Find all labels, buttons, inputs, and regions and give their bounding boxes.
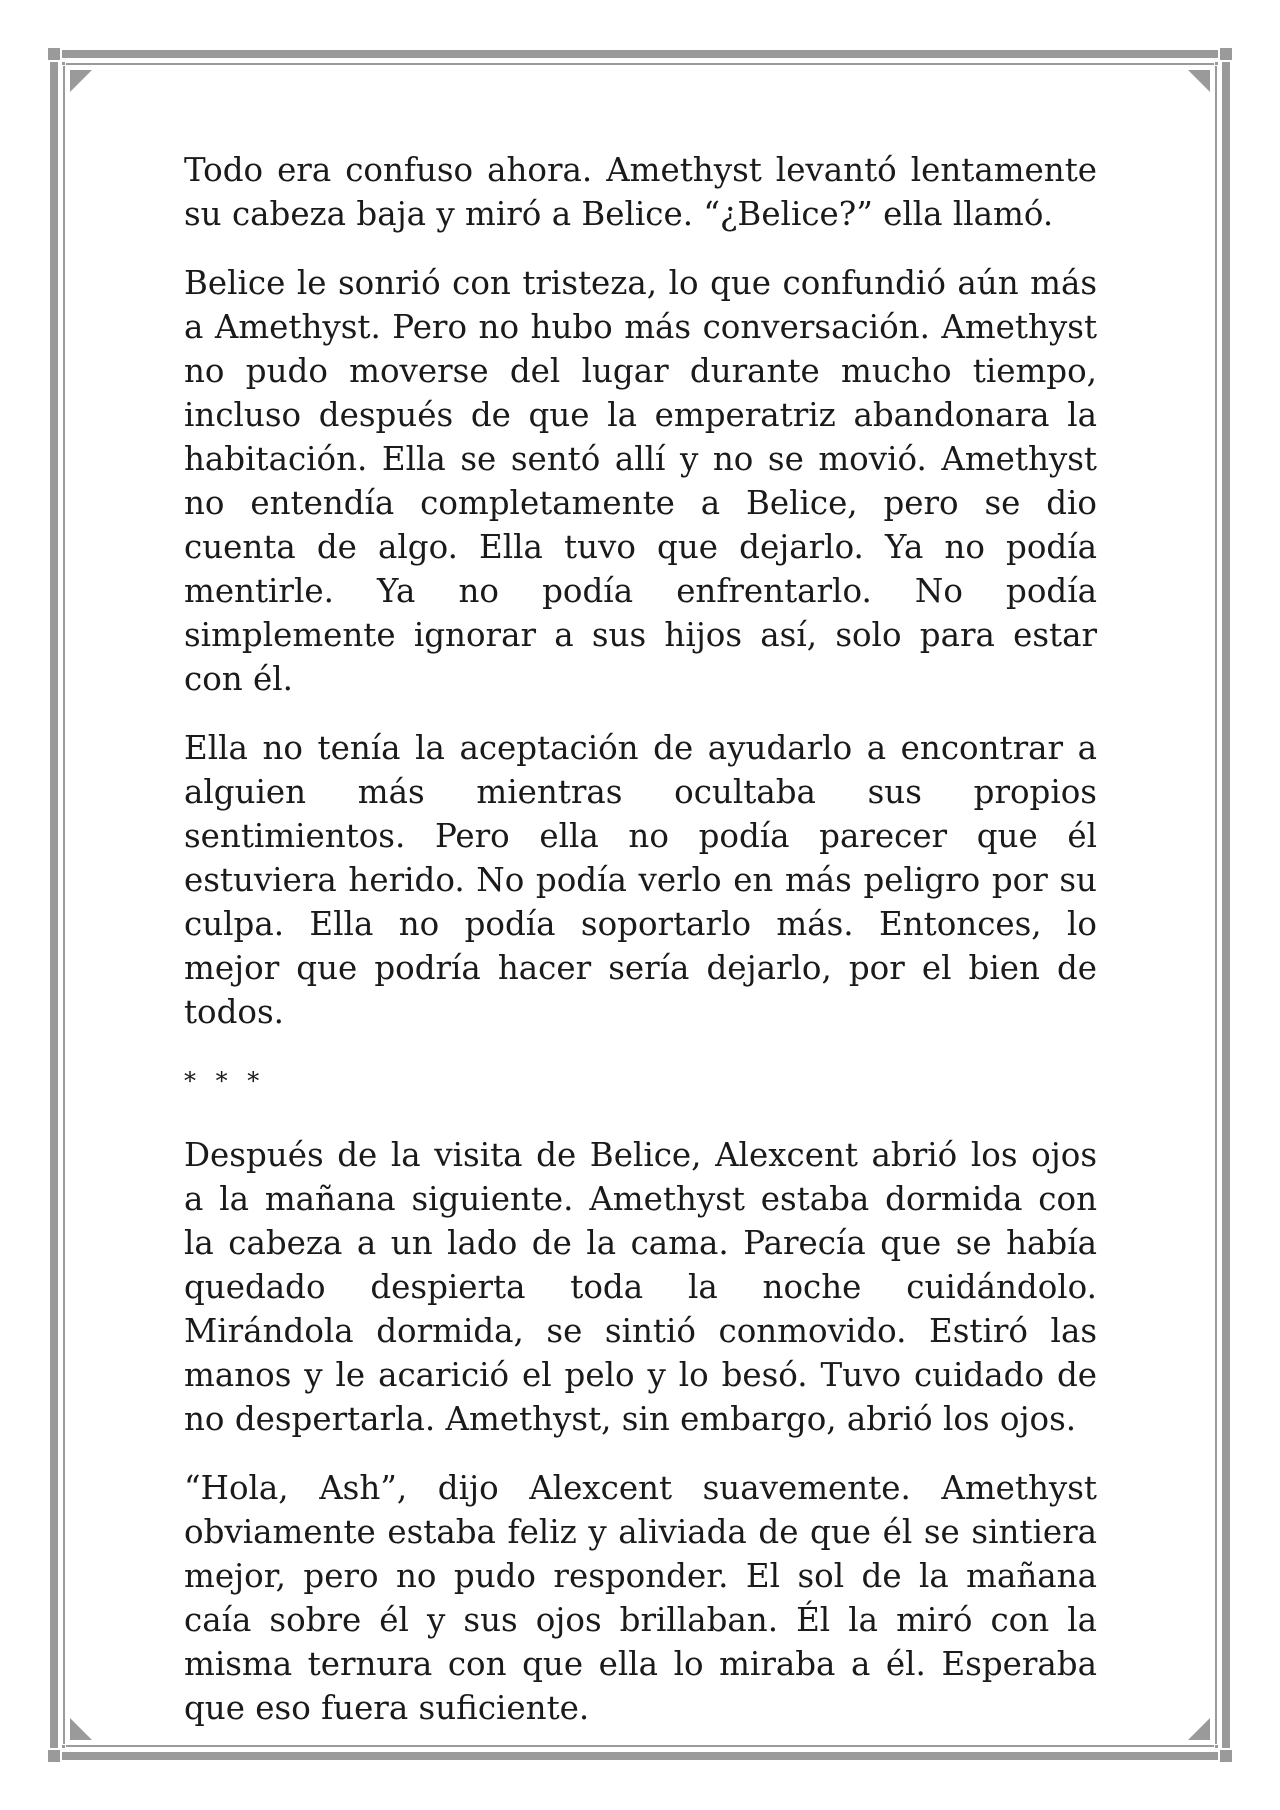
paragraph: “Hola, Ash”, dijo Alexcent suavemente. Amethyst obviamente estaba feliz y aliviada de que él se sintiera mejor, pero no pudo responder. El sol de la mañana caía sobre él y sus ojos brillaban. Él la miró con la misma ternura con que ella lo miraba a él. Esperaba que eso fuera suficiente. (184, 1469, 1097, 1727)
border-top-bar (62, 50, 1218, 58)
corner-triangle-icon (1188, 70, 1210, 92)
border-right-bar (1222, 62, 1230, 1748)
document-body (184, 148, 1097, 1755)
corner-triangle-icon (1188, 1718, 1210, 1740)
paragraph: Después de la visita de Belice, Alexcent abrió los ojos a la mañana siguiente. Amethyst estaba dormida con la cabeza a un lado de la cama. Parecía que se había quedado despierta toda la noche cuidándolo. Mirándola dormida, se sintió conmovido. Estiró las manos y le acarició el pelo y lo besó. Tuvo cuidado de no despertarla. Amethyst, sin embargo, abrió los ojos. (184, 1136, 1097, 1438)
paragraph: Ella no tenía la aceptación de ayudarlo a encontrar a alguien más mientras ocultaba sus propios sentimientos. Pero ella no podía parecer que él estuviera herido. No podía verlo en más peligro por su culpa. Ella no podía soportarlo más. Entonces, lo mejor que podría hacer sería dejarlo, por el bien de todos. (184, 729, 1097, 1031)
section-separator: * * * (184, 1067, 266, 1095)
paragraph: Todo era confuso ahora. Amethyst levantó lentamente su cabeza baja y miró a Belice. “¿Belice?” ella llamó. (184, 151, 1097, 233)
corner-triangle-icon (70, 70, 92, 92)
border-left-bar (50, 62, 58, 1748)
paragraph: Belice le sonrió con tristeza, lo que confundió aún más a Amethyst. Pero no hubo más conversación. Amethyst no pudo moverse del lugar durante mucho tiempo, incluso después de que la emperatriz abandonara la habitación. Ella se sentó allí y no se movió. Amethyst no entendía completamente a Belice, pero se dio cuenta de algo. Ella tuvo que dejarlo. Ya no podía mentirle. Ya no podía enfrentarlo. No podía simplemente ignorar a sus hijos así, solo para estar con él. (184, 264, 1097, 698)
corner-triangle-icon (70, 1718, 92, 1740)
